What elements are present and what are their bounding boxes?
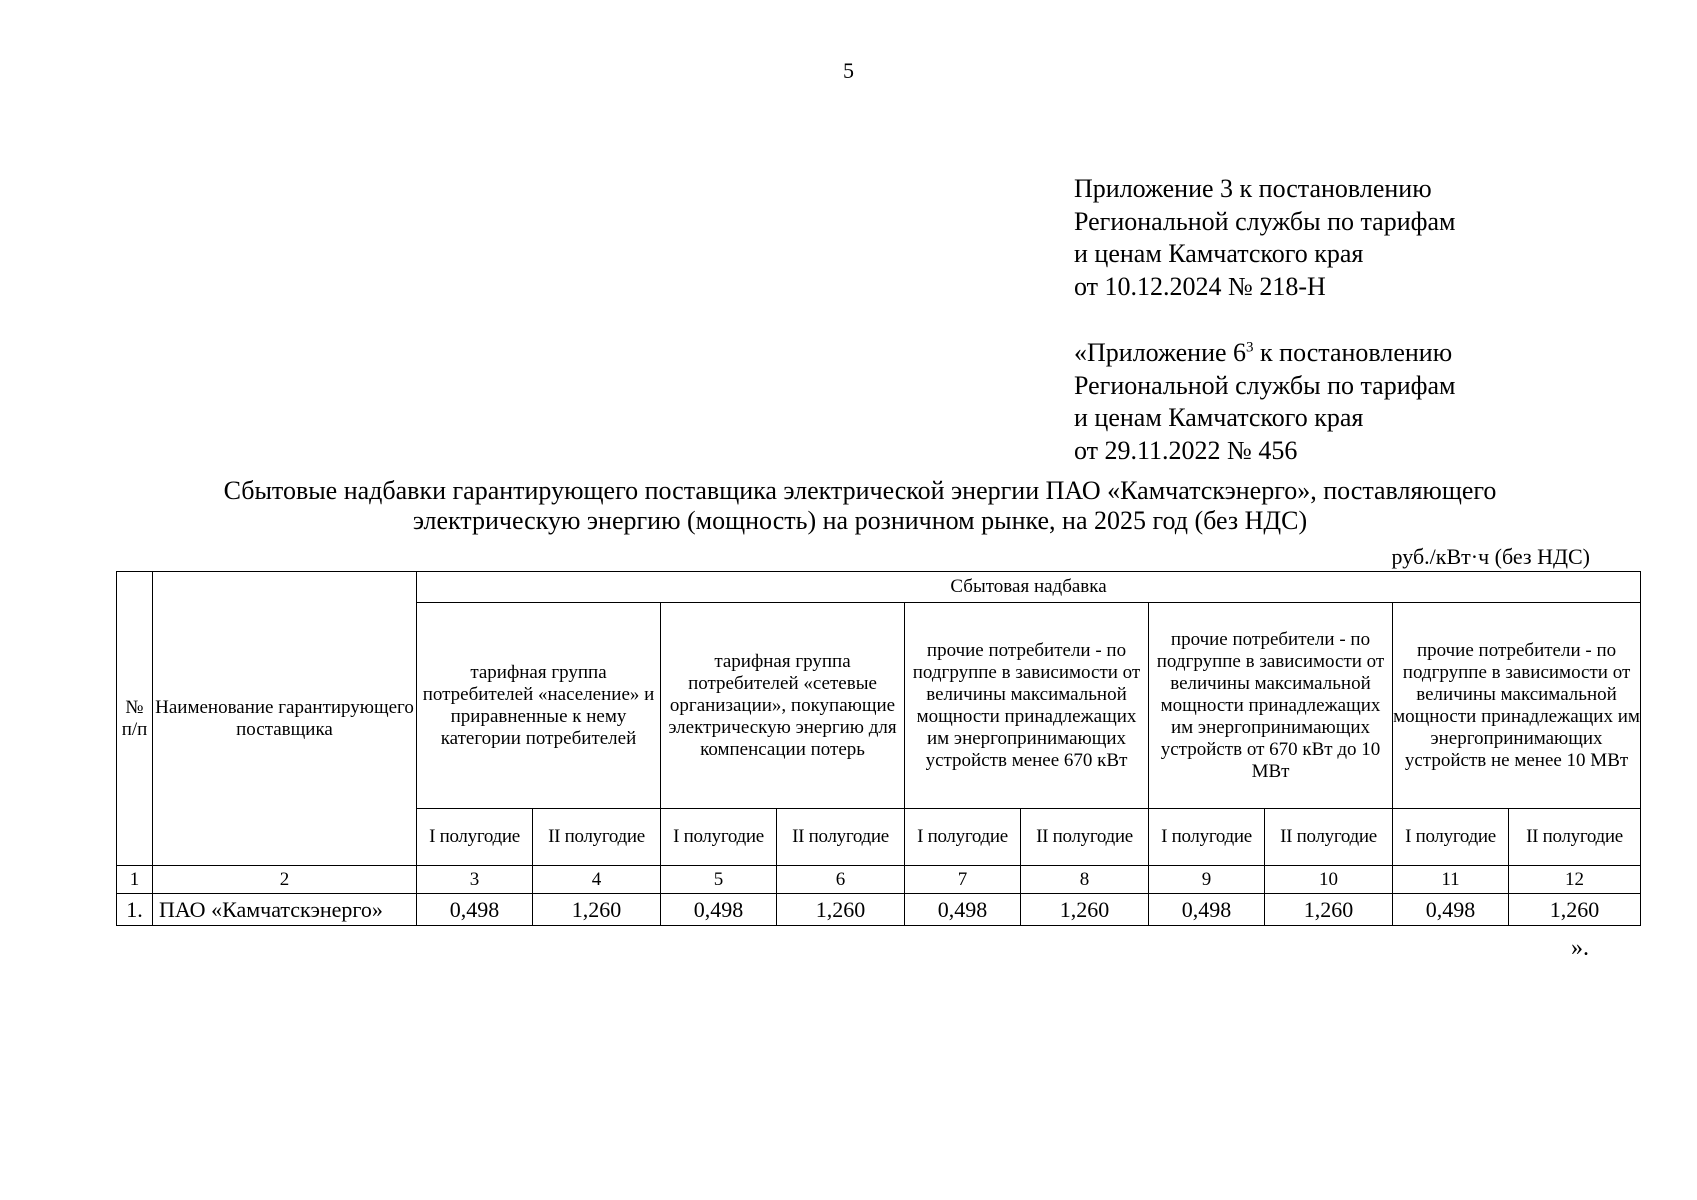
markup-value: 0,498 xyxy=(1393,894,1509,926)
appendix-line-suffix: к постановлению xyxy=(1253,338,1453,367)
appendix-header-original xyxy=(1074,337,1455,467)
title-line: Сбытовые надбавки гарантирующего поставщика электрической энергии ПАО «Камчатскэнерго», поставляющего xyxy=(223,476,1497,505)
column-number: 11 xyxy=(1393,866,1509,894)
header-group-network-orgs: тарифная группа потребителей «сетевые организации», покупающие электрическую энергию для компенсации потерь xyxy=(661,603,905,809)
markup-value: 1,260 xyxy=(1265,894,1393,926)
header-half-year-1: I полугодие xyxy=(1393,809,1509,866)
header-half-year-2: II полугодие xyxy=(533,809,661,866)
table-row xyxy=(117,894,1641,926)
column-number: 6 xyxy=(777,866,905,894)
header-number: № п/п xyxy=(117,572,153,866)
markup-value: 1,260 xyxy=(777,894,905,926)
header-half-year-2: II полугодие xyxy=(1265,809,1393,866)
header-half-year-1: I полугодие xyxy=(417,809,533,866)
supplier-name: ПАО «Камчатскэнерго» xyxy=(153,894,417,926)
appendix-line: и ценам Камчатского края xyxy=(1074,239,1364,268)
document-title xyxy=(120,476,1600,536)
column-number: 12 xyxy=(1509,866,1641,894)
column-number: 10 xyxy=(1265,866,1393,894)
column-number: 1 xyxy=(117,866,153,894)
column-number: 5 xyxy=(661,866,777,894)
closing-quote-mark: ». xyxy=(1571,935,1589,961)
header-group-population: тарифная группа потребителей «население» и приравненные к нему категории потребителей xyxy=(417,603,661,809)
column-number: 2 xyxy=(153,866,417,894)
column-number: 4 xyxy=(533,866,661,894)
appendix-line-prefix: «Приложение 6 xyxy=(1074,338,1247,367)
page-number: 5 xyxy=(843,58,854,83)
column-numbers-row xyxy=(117,866,1641,894)
markup-value: 0,498 xyxy=(1149,894,1265,926)
appendix-line: Приложение 3 к постановлению xyxy=(1074,174,1432,203)
title-line: электрическую энергию (мощность) на розничном рынке, на 2025 год (без НДС) xyxy=(412,506,1308,535)
markup-value: 1,260 xyxy=(533,894,661,926)
header-group-under-670kw: прочие потребители - по подгруппе в зависимости от величины максимальной мощности принадлежащих им энергопринимающих устройств менее 670 кВт xyxy=(905,603,1149,809)
appendix-line: от 29.11.2022 № 456 xyxy=(1074,435,1298,465)
header-half-year-2: II полугодие xyxy=(777,809,905,866)
appendix-line: и ценам Камчатского края xyxy=(1074,403,1364,432)
column-number: 8 xyxy=(1021,866,1149,894)
markup-value: 1,260 xyxy=(1509,894,1641,926)
column-number: 7 xyxy=(905,866,1021,894)
header-half-year-2: II полугодие xyxy=(1509,809,1641,866)
header-half-year-2: II полугодие xyxy=(1021,809,1149,866)
markup-table xyxy=(116,571,1641,926)
header-markup: Сбытовая надбавка xyxy=(417,572,1641,603)
header-half-year-1: I полугодие xyxy=(661,809,777,866)
appendix-line xyxy=(1074,337,1455,370)
units-label: руб./кВт·ч (без НДС) xyxy=(1391,544,1590,569)
appendix-line: Региональной службы по тарифам xyxy=(1074,370,1456,400)
appendix-line: от 10.12.2024 № 218-Н xyxy=(1074,271,1326,301)
header-group-over-10mw: прочие потребители - по подгруппе в зависимости от величины максимальной мощности принадлежащих им энергопринимающих устройств не менее 10 МВт xyxy=(1393,603,1641,809)
header-supplier-name: Наименование гарантирующего поставщика xyxy=(153,572,417,866)
header-half-year-1: I полугодие xyxy=(1149,809,1265,866)
markup-value: 1,260 xyxy=(1021,894,1149,926)
appendix-superscript: 3 xyxy=(1246,339,1254,356)
markup-value: 0,498 xyxy=(417,894,533,926)
column-number: 9 xyxy=(1149,866,1265,894)
markup-value: 0,498 xyxy=(661,894,777,926)
column-number: 3 xyxy=(417,866,533,894)
appendix-header-current xyxy=(1074,173,1455,303)
header-group-670kw-10mw: прочие потребители - по подгруппе в зависимости от величины максимальной мощности принадлежащих им энергопринимающих устройств от 670 кВт до 10 МВт xyxy=(1149,603,1393,809)
header-half-year-1: I полугодие xyxy=(905,809,1021,866)
appendix-line: Региональной службы по тарифам xyxy=(1074,206,1456,236)
row-number: 1. xyxy=(117,894,153,926)
markup-value: 0,498 xyxy=(905,894,1021,926)
